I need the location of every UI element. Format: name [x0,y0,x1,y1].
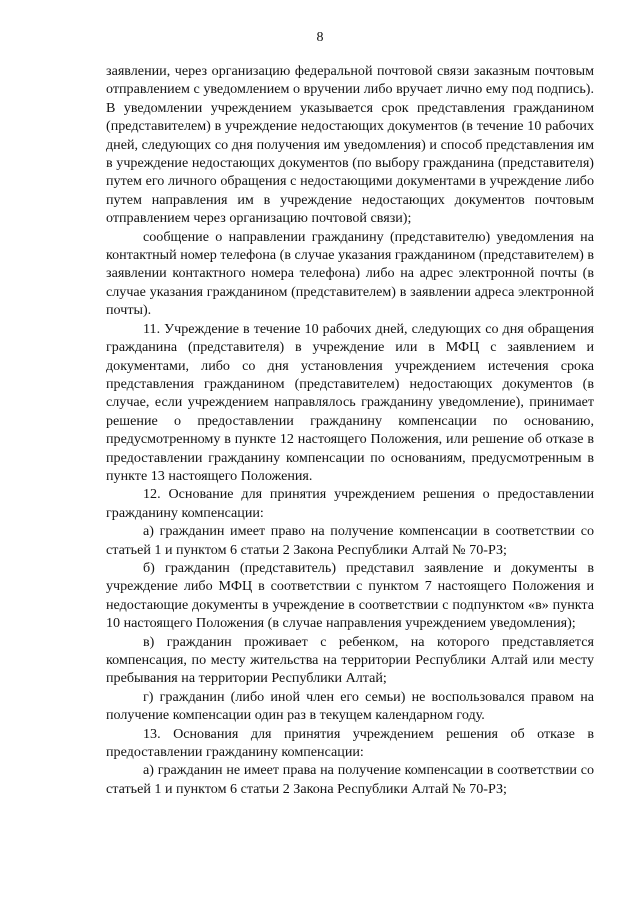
paragraph-item-12c: в) гражданин проживает с ребенком, на которого представляется компенсация, по месту жительства на территории Республики Алтай или месту пребывания на территории Республики Алтай; [106,633,594,687]
paragraph-item-12a: а) гражданин имеет право на получение компенсации в соответствии со статьей 1 и пунктом 6 статьи 2 Закона Республики Алтай № 70-РЗ; [106,523,594,558]
paragraph-item-12d: г) гражданин (либо иной член его семьи) не воспользовался правом на получение компенсации один раз в текущем календарном году. [106,688,594,724]
page-number: 8 [316,30,324,45]
paragraph-item-13a: а) гражданин не имеет права на получение компенсации в соответствии со статьей 1 и пунктом 6 статьи 2 Закона Республики Алтай № 70-РЗ; [106,762,594,797]
paragraph-item-12b: б) гражданин (представитель) представил заявление и документы в учреждение либо МФЦ в соответствии с пунктом 7 настоящего Положения и недостающие документы в учреждение в соответствии с подпунктом «в» пункта 10 настоящего Положения (в случае направления учреждением уведомления); [106,559,594,632]
paragraph-notice-continuation: заявлении, через организацию федеральной почтовой связи заказным почтовым отправлением с уведомлением о вручении либо вручает лично ему под подпись). В уведомлении учреждением указывается срок представления гражданином (представителем) в учреждение недостающих документов (в течение 10 рабочих дней, следующих со дня получения им уведомления) и способ представления им в учреждение недостающих документов (по выбору гражданина (представителя) путем его личного обращения с недостающими документами в учреждение либо путем направления им в учреждение недостающих документов почтовым отправлением через организацию почтовой связи); [106,63,594,227]
paragraph-item-12: 12. Основание для принятия учреждением решения о предоставлении гражданину компенсации: [106,486,594,521]
paragraph-item-13: 13. Основания для принятия учреждением решения об отказе в предоставлении гражданину компенсации: [106,725,594,761]
paragraph-item-11: 11. Учреждение в течение 10 рабочих дней, следующих со дня обращения гражданина (представителя) в учреждение или в МФЦ с заявлением и документами, либо со дня установления учреждением истечения срока представления гражданином (представителем) недостающих документов (в случае, если учреждением направлялось гражданину уведомление), принимает решение о предоставлении гражданину компенсации по основанию, предусмотренному в пункте 12 настоящего Положения, или решение об отказе в предоставлении гражданину компенсации по основаниям, предусмотренным в пункте 13 настоящего Положения. [106,320,594,484]
document-body [106,62,594,798]
paragraph-phone-email-notice: сообщение о направлении гражданину (представителю) уведомления на контактный номер телефона (в случае указания гражданином (представителем) в заявлении контактного номера телефона) либо на адрес электронной почты (в случае указания гражданином (представителем) в заявлении адреса электронной почты). [106,228,594,319]
